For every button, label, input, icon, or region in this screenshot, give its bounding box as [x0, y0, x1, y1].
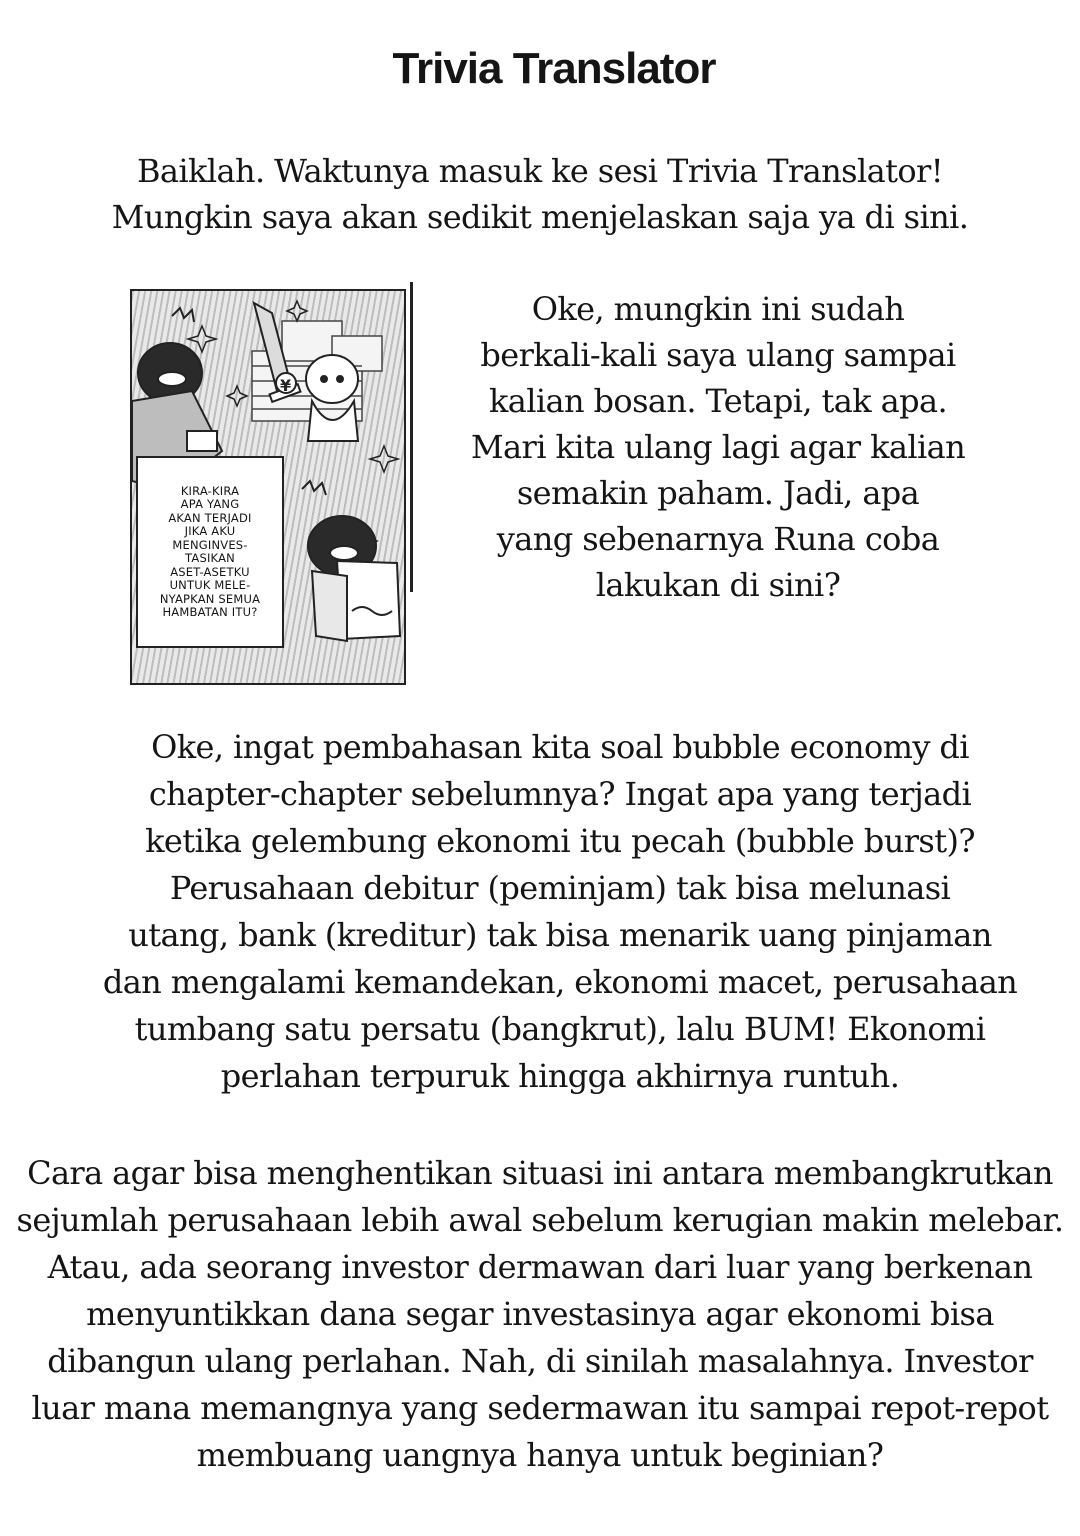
text-line: sejumlah perusahaan lebih awal sebelum kerugian makin melebar.	[16, 1201, 1064, 1239]
text-line: Atau, ada seorang investor dermawan dari luar yang berkenan	[47, 1248, 1033, 1286]
speech-caption-box	[136, 456, 284, 648]
text-line: kalian bosan. Tetapi, tak apa.	[488, 382, 948, 420]
yen-symbol: ¥	[280, 376, 292, 395]
caption-line: KIRA-KIRA	[180, 483, 240, 498]
caption-line: APA YANG	[180, 497, 240, 511]
demon-character-bottom	[302, 481, 400, 641]
caption-line: ASET-ASETKU	[170, 564, 250, 579]
text-line: membuang uangnya hanya untuk beginian?	[196, 1436, 884, 1474]
page-title: Trivia Translator	[392, 44, 716, 93]
caption-line: TASIKAN	[185, 551, 235, 565]
panel-border-line	[410, 282, 413, 592]
text-line: dan mengalami kemandekan, ekonomi macet, perusahaan	[102, 963, 1018, 1001]
text-line: semakin paham. Jadi, apa	[516, 474, 920, 512]
text-line: utang, bank (kreditur) tak bisa menarik uang pinjaman	[128, 916, 992, 954]
caption-line: HAMBATAN ITU?	[162, 605, 258, 619]
text-line: Mungkin saya akan sedikit menjelaskan saja ya di sini.	[111, 198, 969, 236]
text-line: Mari kita ulang lagi agar kalian	[470, 428, 966, 466]
text-line: yang sebenarnya Runa coba	[496, 520, 940, 558]
caption-line: MENGINVES-	[172, 537, 248, 552]
text-line: perlahan terpuruk hingga akhirnya runtuh.	[220, 1057, 900, 1095]
text-line: menyuntikkan dana segar investasinya agar ekonomi bisa	[86, 1295, 994, 1333]
caption-line: UNTUK MELE-	[169, 578, 251, 592]
text-line: ketika gelembung ekonomi itu pecah (bubble burst)?	[145, 822, 975, 860]
text-line: Perusahaan debitur (peminjam) tak bisa melunasi	[169, 869, 951, 907]
text-line: tumbang satu persatu (bangkrut), lalu BUM! Ekonomi	[134, 1010, 986, 1048]
intro-paragraph	[40, 148, 1040, 240]
text-line: chapter-chapter sebelumnya? Ingat apa yang terjadi	[148, 775, 972, 813]
caption-line: AKAN TERJADI	[168, 510, 252, 525]
side-paragraph	[458, 286, 978, 608]
text-line: Oke, mungkin ini sudah	[531, 290, 905, 328]
text-line: berkali-kali saya ulang sampai	[480, 336, 956, 374]
text-line: lakukan di sini?	[595, 566, 841, 604]
final-paragraph	[0, 1150, 1080, 1479]
text-line: Baiklah. Waktunya masuk ke sesi Trivia Translator!	[137, 152, 943, 190]
text-line: luar mana memangnya yang sedermawan itu sampai repot-repot	[31, 1389, 1049, 1427]
caption-line: NYAPKAN SEMUA	[159, 591, 261, 606]
middle-paragraph	[60, 724, 1060, 1100]
text-line: Oke, ingat pembahasan kita soal bubble economy di	[151, 728, 969, 766]
caption-line: JIKA AKU	[184, 524, 236, 538]
text-line: dibangun ulang perlahan. Nah, di sinilah masalahnya. Investor	[47, 1342, 1033, 1380]
text-line: Cara agar bisa menghentikan situasi ini antara membangkrutkan	[27, 1154, 1053, 1192]
